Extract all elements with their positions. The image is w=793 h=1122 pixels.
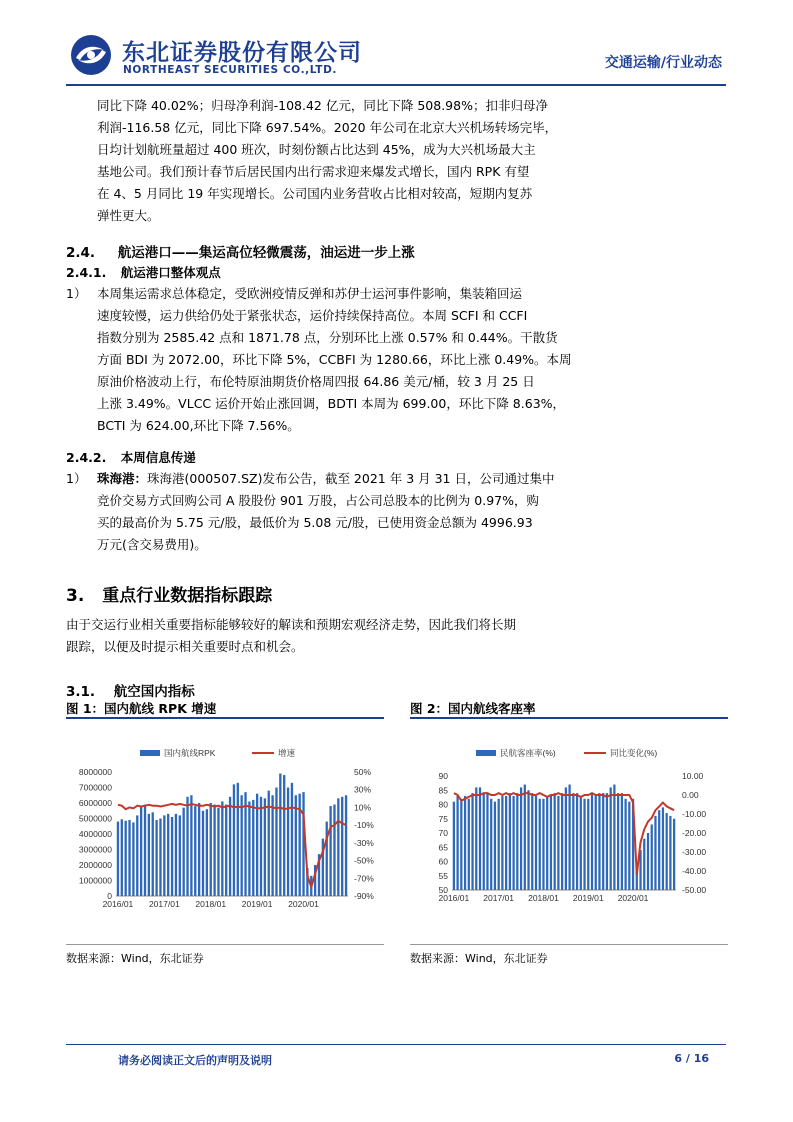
section-title: 航运港口——集运高位轻微震荡，油运进一步上涨 bbox=[117, 245, 415, 261]
bar bbox=[565, 787, 567, 890]
left-axis-tick-label: 3000000 bbox=[78, 844, 112, 855]
bar bbox=[554, 793, 556, 890]
intro-line: 日均计划航班量超过 400 班次，时刻份额占比达到 45%，成为大兴机场最大主 bbox=[97, 142, 536, 157]
bar bbox=[264, 798, 266, 896]
left-axis-tick-label: 6000000 bbox=[78, 798, 112, 808]
legend-bar-swatch bbox=[140, 750, 160, 756]
report-category: 交通运输/行业动态 bbox=[604, 55, 722, 71]
bar bbox=[241, 795, 243, 896]
paragraph-line: 速度较慢，运力供给仍处于紧张状态，运价持续保持高位。本周 SCFI 和 CCFI bbox=[97, 308, 528, 323]
footer-disclaimer: 请务必阅读正文后的声明及说明 bbox=[118, 1054, 272, 1067]
subsection-title: 航空国内指标 bbox=[113, 684, 195, 700]
intro-line: 在 4、5 月同比 19 年实现增长。公司国内业务营收占比相对较高，短期内复苏 bbox=[97, 186, 533, 201]
x-axis-tick-label: 2018/01 bbox=[528, 893, 559, 903]
left-axis-tick-label: 7000000 bbox=[78, 782, 112, 793]
section-3-1-heading bbox=[66, 680, 195, 700]
bar bbox=[669, 816, 671, 890]
bar bbox=[337, 798, 339, 896]
legend-bar-label: 国内航线RPK bbox=[164, 748, 216, 758]
bar bbox=[194, 806, 196, 896]
x-axis-tick-label: 2019/01 bbox=[241, 899, 273, 909]
bar bbox=[531, 793, 533, 890]
left-axis-tick-label: 8000000 bbox=[78, 767, 112, 777]
figure-1-title: 图 1：国内航线 RPK 增速 bbox=[66, 701, 217, 716]
right-axis-tick-label: 50% bbox=[354, 767, 372, 777]
bar bbox=[486, 793, 488, 890]
section-2-4-1-heading bbox=[66, 263, 221, 281]
bar bbox=[229, 797, 231, 896]
bar bbox=[535, 796, 537, 890]
legend-line-label: 增速 bbox=[278, 748, 296, 758]
section-number: 3. bbox=[66, 586, 85, 606]
x-axis-tick-label: 2016/01 bbox=[438, 893, 470, 903]
right-axis-tick-label: -20.00 bbox=[682, 828, 707, 838]
x-axis-tick-label: 2017/01 bbox=[148, 899, 180, 909]
list-item-number: 1） bbox=[66, 286, 87, 301]
bar bbox=[128, 820, 130, 896]
list-item-number: 1） bbox=[66, 471, 87, 486]
bar bbox=[345, 795, 347, 896]
figure-2-chart bbox=[410, 722, 728, 942]
bar bbox=[453, 802, 455, 890]
paragraph-line: 原油价格波动上行，布伦特原油期货价格周四报 64.86 美元/桶，较 3 月 25 日 bbox=[97, 374, 535, 389]
right-axis-tick-label: -50% bbox=[354, 855, 374, 866]
bar bbox=[505, 796, 507, 890]
figure-1-source: 数据来源：Wind，东北证券 bbox=[66, 952, 204, 965]
bar bbox=[654, 816, 656, 890]
bar bbox=[643, 839, 645, 890]
section-3-heading bbox=[66, 581, 272, 606]
right-axis-tick-label: 10.00 bbox=[682, 771, 704, 781]
bar bbox=[587, 799, 589, 890]
bar bbox=[233, 784, 235, 896]
bar bbox=[606, 793, 608, 890]
left-axis-tick-label: 5000000 bbox=[78, 813, 112, 824]
page-header bbox=[66, 28, 726, 84]
bar bbox=[159, 819, 161, 897]
paragraph-line: BCTI 为 624.00,环比下降 7.56%。 bbox=[97, 418, 300, 433]
paragraph-line: 万元(含交易费用)。 bbox=[97, 537, 207, 552]
header-divider bbox=[66, 84, 726, 86]
footer-divider bbox=[66, 1044, 726, 1045]
x-axis-tick-label: 2016/01 bbox=[102, 899, 134, 909]
x-axis-tick-label: 2020/01 bbox=[617, 893, 649, 903]
bar bbox=[217, 808, 219, 896]
bar bbox=[475, 787, 477, 890]
load-factor-chart-svg bbox=[410, 722, 728, 942]
bar bbox=[275, 788, 277, 897]
bar bbox=[210, 803, 212, 896]
bar bbox=[136, 815, 138, 896]
x-axis-tick-label: 2019/01 bbox=[572, 893, 604, 903]
bar bbox=[295, 795, 297, 896]
bar bbox=[186, 797, 188, 896]
bar bbox=[248, 801, 250, 896]
paragraph-line: 由于交运行业相关重要指标能够较好的解读和预期宏观经济走势，因此我们将长期 bbox=[66, 617, 517, 632]
bar bbox=[171, 817, 173, 896]
bar bbox=[206, 809, 208, 896]
right-axis-tick-label: 10% bbox=[354, 802, 372, 813]
rpk-chart-svg bbox=[66, 722, 384, 942]
bar bbox=[279, 774, 281, 896]
intro-line: 弹性更大。 bbox=[97, 208, 160, 223]
figure-1-top-rule bbox=[66, 717, 384, 719]
bar bbox=[468, 799, 470, 890]
bar bbox=[591, 793, 593, 890]
subsection-number: 2.4.1. bbox=[66, 265, 107, 280]
subsection-number: 3.1. bbox=[66, 684, 96, 700]
company-name-en: NORTHEAST SECURITIES CO.,LTD. bbox=[123, 64, 337, 76]
bar bbox=[572, 793, 574, 890]
paragraph-line bbox=[97, 468, 554, 490]
left-axis-tick-label: 60 bbox=[438, 856, 448, 867]
bar bbox=[561, 793, 563, 890]
bar bbox=[662, 807, 664, 890]
bar bbox=[140, 806, 142, 896]
bar bbox=[524, 785, 526, 890]
bar bbox=[456, 796, 458, 890]
paragraph-line: 指数分别为 2585.42 点和 1871.78 点，分别环比上涨 0.57% 和 0.44%。干散货 bbox=[97, 330, 558, 345]
paragraph-line: 跟踪，以便及时提示相关重要时点和机会。 bbox=[66, 639, 304, 654]
left-axis-tick-label: 65 bbox=[438, 842, 448, 853]
right-axis-tick-label: 0.00 bbox=[682, 790, 699, 800]
bar bbox=[542, 799, 544, 890]
bar bbox=[329, 806, 331, 896]
intro-line: 基地公司。我们预计春节后居民国内出行需求迎来爆发式增长，国内 RPK 有望 bbox=[97, 164, 530, 179]
bar bbox=[624, 799, 626, 890]
subsection-number: 2.4.2. bbox=[66, 450, 107, 465]
figure-2-bottom-rule bbox=[410, 944, 728, 945]
bar bbox=[651, 824, 653, 890]
bar bbox=[483, 793, 485, 890]
bar bbox=[132, 822, 134, 896]
left-axis-tick-label: 4000000 bbox=[78, 829, 112, 839]
section-title: 重点行业数据指标跟踪 bbox=[102, 586, 273, 606]
left-axis-tick-label: 1000000 bbox=[78, 875, 112, 886]
figure-1-chart bbox=[66, 722, 384, 942]
section-number: 2.4. bbox=[66, 245, 96, 261]
bar bbox=[613, 785, 615, 890]
figure-2-title: 图 2：国内航线客座率 bbox=[410, 701, 536, 716]
bar bbox=[471, 793, 473, 890]
bar bbox=[658, 810, 660, 890]
bar bbox=[602, 793, 604, 890]
right-axis-tick-label: -30% bbox=[354, 837, 374, 848]
subsection-title: 本周信息传递 bbox=[120, 450, 196, 465]
legend-bar-swatch bbox=[476, 750, 496, 756]
x-axis-tick-label: 2018/01 bbox=[195, 899, 227, 909]
news-lead: 珠海港： bbox=[97, 471, 148, 486]
left-axis-tick-label: 75 bbox=[438, 813, 448, 824]
news-text: 珠海港(000507.SZ)发布公告，截至 2021 年 3 月 31 日，公司通过集中 bbox=[147, 471, 555, 486]
bar bbox=[546, 796, 548, 890]
intro-line: 利润-116.58 亿元，同比下降 697.54%。2020 年公司在北京大兴机场转场完毕， bbox=[97, 120, 558, 135]
right-axis-tick-label: -30.00 bbox=[682, 847, 707, 857]
right-axis-tick-label: -40.00 bbox=[682, 866, 707, 876]
bar bbox=[580, 796, 582, 890]
left-axis-tick-label: 55 bbox=[438, 870, 448, 881]
bar bbox=[576, 793, 578, 890]
left-axis-tick-label: 50 bbox=[438, 885, 448, 895]
bar bbox=[125, 821, 127, 896]
bar bbox=[647, 833, 649, 890]
bar bbox=[460, 799, 462, 890]
section-2-4-2-heading bbox=[66, 448, 196, 466]
bar bbox=[179, 815, 181, 896]
legend-line-label: 同比变化(%) bbox=[610, 748, 658, 758]
bar bbox=[244, 792, 246, 896]
bar bbox=[167, 814, 169, 896]
right-axis-tick-label: -90% bbox=[354, 891, 374, 901]
company-logo-icon bbox=[70, 34, 112, 76]
bar bbox=[501, 796, 503, 890]
bar bbox=[283, 775, 285, 896]
bar bbox=[198, 803, 200, 896]
bar bbox=[213, 805, 215, 896]
right-axis-tick-label: 30% bbox=[354, 784, 372, 795]
bar bbox=[190, 795, 192, 896]
bar bbox=[155, 820, 157, 896]
figure-2-top-rule bbox=[410, 717, 728, 719]
bar bbox=[494, 802, 496, 890]
bar bbox=[516, 793, 518, 890]
left-axis-tick-label: 70 bbox=[438, 828, 448, 838]
section-2-4-heading bbox=[66, 241, 415, 261]
bar bbox=[598, 793, 600, 890]
paragraph-line: 方面 BDI 为 2072.00，环比下降 5%，CCBFI 为 1280.66，环比上涨 0.49%。本周 bbox=[97, 352, 572, 367]
bar bbox=[202, 811, 204, 896]
bar bbox=[617, 793, 619, 890]
bar bbox=[341, 797, 343, 896]
left-axis-tick-label: 0 bbox=[107, 891, 112, 901]
intro-line: 同比下降 40.02%；归母净利润-108.42 亿元，同比下降 508.98%；扣非归母净 bbox=[97, 98, 548, 113]
bar bbox=[148, 814, 150, 896]
bar bbox=[326, 822, 328, 896]
bar bbox=[583, 799, 585, 890]
subsection-title: 航运港口整体观点 bbox=[120, 265, 221, 280]
bar bbox=[464, 796, 466, 890]
paragraph-line: 本周集运需求总体稳定，受欧洲疫情反弹和苏伊士运河事件影响，集装箱回运 bbox=[97, 286, 523, 301]
bar bbox=[121, 819, 123, 896]
bar bbox=[163, 815, 165, 896]
bar bbox=[512, 796, 514, 890]
bar bbox=[260, 797, 262, 896]
bar bbox=[527, 790, 529, 890]
left-axis-tick-label: 80 bbox=[438, 799, 448, 810]
x-axis-tick-label: 2017/01 bbox=[483, 893, 515, 903]
bar bbox=[152, 812, 154, 896]
left-axis-tick-label: 85 bbox=[438, 785, 448, 796]
company-name-cn: 东北证券股份有限公司 bbox=[122, 40, 362, 66]
bar bbox=[175, 814, 177, 896]
bar bbox=[287, 788, 289, 897]
bar bbox=[237, 783, 239, 896]
bar bbox=[628, 802, 630, 890]
bar bbox=[610, 787, 612, 890]
bar bbox=[333, 805, 335, 896]
legend-bar-label: 民航客座率(%) bbox=[500, 748, 556, 758]
right-axis-tick-label: -10.00 bbox=[682, 809, 707, 819]
bar bbox=[183, 808, 185, 896]
figure-1-bottom-rule bbox=[66, 944, 384, 945]
right-axis-tick-label: -10% bbox=[354, 820, 374, 831]
bar bbox=[673, 819, 675, 890]
bar bbox=[568, 785, 570, 890]
bar bbox=[621, 793, 623, 890]
page-number: 6 / 16 bbox=[674, 1052, 709, 1065]
paragraph-line: 上涨 3.49%。VLCC 运价开始止涨回调，BDTI 本周为 699.00，环比下降 8.63%， bbox=[97, 396, 566, 411]
bar bbox=[302, 792, 304, 896]
bar bbox=[509, 793, 511, 890]
bar bbox=[271, 795, 273, 896]
paragraph-line: 买的最高价为 5.75 元/股，最低价为 5.08 元/股，已使用资金总额为 4996.93 bbox=[97, 515, 533, 530]
bar bbox=[479, 787, 481, 890]
bar bbox=[252, 800, 254, 896]
bar bbox=[117, 822, 119, 896]
bar bbox=[498, 799, 500, 890]
bar bbox=[291, 783, 293, 896]
left-axis-tick-label: 2000000 bbox=[78, 860, 112, 870]
x-axis-tick-label: 2020/01 bbox=[288, 899, 319, 909]
right-axis-tick-label: -70% bbox=[354, 873, 374, 884]
right-axis-tick-label: -50.00 bbox=[682, 885, 707, 895]
figure-2-source: 数据来源：Wind，东北证券 bbox=[410, 952, 548, 965]
bar bbox=[550, 796, 552, 890]
bar bbox=[520, 787, 522, 890]
bar bbox=[144, 805, 146, 896]
bar bbox=[595, 796, 597, 890]
bar bbox=[225, 805, 227, 896]
left-axis-tick-label: 90 bbox=[438, 771, 448, 781]
paragraph-line: 竞价交易方式回购公司 A 股股份 901 万股，占公司总股本的比例为 0.97%，购 bbox=[97, 493, 539, 508]
bar bbox=[490, 799, 492, 890]
bar bbox=[539, 799, 541, 890]
bar bbox=[221, 801, 223, 896]
bar bbox=[666, 813, 668, 890]
bar bbox=[557, 796, 559, 890]
